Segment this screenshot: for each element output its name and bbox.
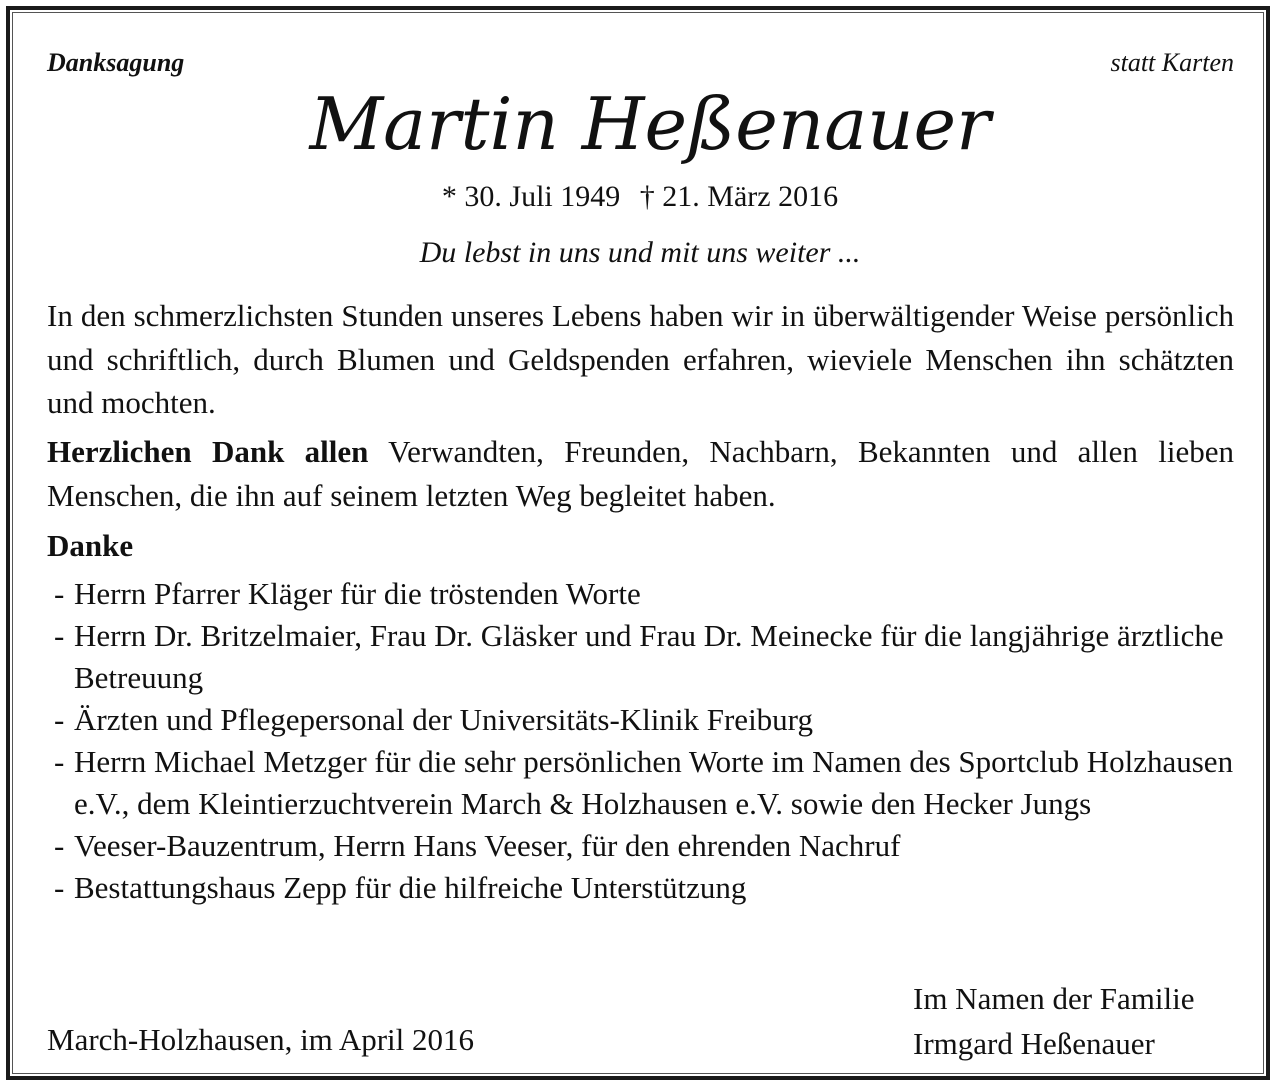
thanks-paragraph-text: Verwandten, Freunden, Nachbarn, Bekannten und allen lieben Menschen, die ihn auf seinem letzten Weg begleitet haben.	[47, 434, 1234, 513]
list-item-text: Herrn Dr. Britzelmaier, Frau Dr. Gläsker und Frau Dr. Meinecke für die langjährige ärztliche Betreuung	[74, 618, 1224, 695]
list-item: - Veeser-Bauzentrum, Herrn Hans Veeser, für den ehrenden Nachruf	[54, 828, 901, 863]
motto: Du lebst in uns und mit uns weiter ...	[419, 236, 861, 269]
notice-border	[6, 6, 1270, 1080]
statt-karten-label: statt Karten	[1110, 48, 1234, 77]
list-item-text: Herrn Pfarrer Kläger für die tröstenden Worte	[74, 576, 641, 611]
list-item-text: Bestattungshaus Zepp für die hilfreiche Unterstützung	[74, 870, 747, 905]
list-item-text: Ärzten und Pflegepersonal der Universitäts-Klinik Freiburg	[74, 702, 813, 737]
list-item: - Bestattungshaus Zepp für die hilfreiche Unterstützung	[54, 870, 747, 905]
signature-block	[913, 976, 1195, 1066]
signer-name: Irmgard Heßenauer	[913, 1026, 1155, 1061]
list-item: - Ärzten und Pflegepersonal der Universitäts-Klinik Freiburg	[54, 702, 813, 737]
thanks-paragraph-bold: Herzlichen Dank allen	[47, 434, 369, 469]
list-item: - Herrn Michael Metzger für die sehr persönlichen Worte im Namen des Sportclub Holzhausen e.V., dem Kleintierzuchtverein March & Holzhausen e.V. sowie den Hecker Jungs	[54, 744, 1234, 821]
family-line: Im Namen der Familie	[913, 981, 1195, 1016]
list-item-text: Herrn Michael Metzger für die sehr persönlichen Worte im Namen des Sportclub Holzhausen e.V., dem Kleintierzuchtverein March & Holzhausen e.V. sowie den Hecker Jungs	[74, 744, 1234, 821]
death-date: † 21. März 2016	[639, 180, 839, 213]
list-item-text: Veeser-Bauzentrum, Herrn Hans Veeser, für den ehrenden Nachruf	[74, 828, 901, 863]
place-date: March-Holzhausen, im April 2016	[47, 1022, 475, 1057]
thanks-paragraph	[47, 430, 1234, 517]
list-item: - Herrn Dr. Britzelmaier, Frau Dr. Gläsker und Frau Dr. Meinecke für die langjährige ärztliche Betreuung	[54, 618, 1224, 695]
thanks-list	[54, 573, 1254, 909]
danke-heading: Danke	[47, 528, 134, 563]
intro-paragraph: In den schmerzlichsten Stunden unseres Lebens haben wir in überwältigender Weise persönlich und schriftlich, durch Blumen und Geldspenden erfahren, wieviele Menschen ihn schätzten und mochten.	[47, 298, 1234, 420]
notice-type-label: Danksagung	[47, 48, 185, 77]
list-item: - Herrn Pfarrer Kläger für die tröstenden Worte	[54, 576, 641, 611]
life-dates	[0, 180, 1280, 214]
birth-date: * 30. Juli 1949	[441, 180, 621, 213]
deceased-name: Martin Heßenauer	[309, 82, 991, 166]
